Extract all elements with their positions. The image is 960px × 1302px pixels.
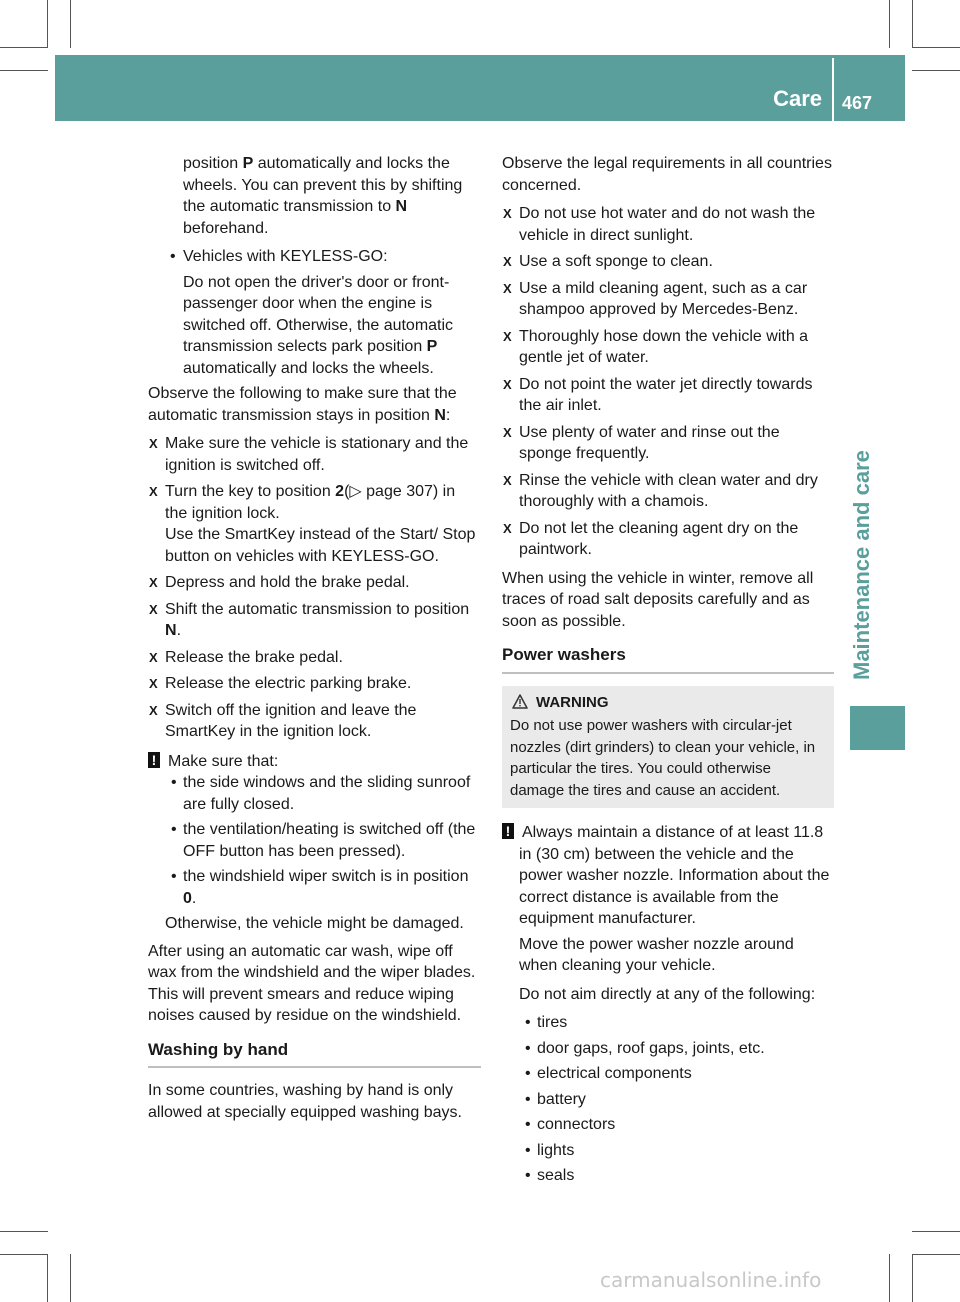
- step-arrow-icon: X: [149, 484, 158, 499]
- list-item: • the windshield wiper switch is in position 0.: [171, 868, 469, 907]
- step-item: X Release the electric parking brake.: [148, 673, 481, 695]
- crop-mark: [912, 1231, 960, 1232]
- warning-box: [502, 686, 834, 809]
- step-item: X Turn the key to position 2(▷ page 307) in the ignition lock. Use the SmartKey instead of the Start/ Stop button on vehicles with KEYLESS-GO.: [149, 483, 476, 565]
- section-heading: Power washers: [502, 644, 834, 674]
- crop-mark: [47, 0, 48, 48]
- header-separator: [832, 58, 834, 121]
- crop-mark: [912, 0, 913, 48]
- step-item: X Use a soft sponge to clean.: [502, 251, 834, 273]
- crop-mark: [0, 47, 48, 48]
- crop-mark: [47, 1254, 48, 1302]
- crop-mark: [912, 70, 960, 71]
- step-arrow-icon: X: [503, 206, 512, 221]
- step-item: X Do not point the water jet directly towards the air inlet.: [503, 375, 813, 414]
- step-arrow-icon: X: [503, 280, 512, 296]
- step-item: X Do not use hot water and do not wash the vehicle in direct sunlight.: [503, 205, 816, 244]
- step-item: X Use plenty of water and rinse out the sponge frequently.: [503, 423, 780, 462]
- caution-note: ! Make sure that: • the side windows and the sliding sunroof are fully closed. • the ventilation/heating is switched off (the OFF button has been pressed). • the windshield wiper switch is in position 0. Otherwise, the vehicle might be damaged.: [148, 751, 481, 935]
- right-column: [502, 153, 834, 1193]
- chapter-marker: [850, 706, 905, 750]
- step-arrow-icon: X: [503, 520, 512, 536]
- crop-mark: [912, 1254, 913, 1302]
- step-item: X Thoroughly hose down the vehicle with a gentle jet of water.: [503, 327, 809, 366]
- step-item: X Use a mild cleaning agent, such as a car shampoo approved by Mercedes-Benz.: [503, 279, 808, 318]
- step-arrow-icon: X: [149, 676, 158, 691]
- page-section-title: Care: [773, 86, 822, 111]
- step-arrow-icon: X: [149, 702, 158, 718]
- crop-mark: [0, 70, 48, 71]
- warning-text: Do not use power washers with circular-jet nozzles (dirt grinders) to clean your vehicle, in particular the tires. You could otherwise damage the tires and cause an accident.: [510, 717, 816, 799]
- caution-note: ! Always maintain a distance of at least 11.8 in (30 cm) between the vehicle and the power washer nozzle. Information about the correct distance is available from the equipment manufacturer. Move the power washer nozzle around when cleaning your vehicle. Do not aim directly at any of the following: • tires • door gaps, roof gaps, joints, etc. • electrical components • battery • connectors • lights • seals: [502, 822, 834, 1187]
- step-item: X Switch off the ignition and leave the SmartKey in the ignition lock.: [149, 701, 417, 740]
- list-item: • the ventilation/heating is switched off (the OFF button has been pressed).: [171, 821, 476, 860]
- list-item: • lights: [525, 1141, 575, 1159]
- list-item: • the side windows and the sliding sunroof are fully closed.: [171, 774, 471, 813]
- observe-text: Observe the following to make sure that the automatic transmission stays in position N:: [148, 385, 457, 424]
- step-item: X Depress and hold the brake pedal.: [148, 572, 481, 594]
- crop-mark: [0, 1231, 48, 1232]
- step-arrow-icon: X: [149, 436, 158, 451]
- page-number: 467: [842, 93, 873, 113]
- warning-title: WARNING: [510, 692, 826, 714]
- list-item: • connectors: [525, 1116, 616, 1133]
- step-arrow-icon: X: [149, 649, 158, 665]
- crop-mark: [70, 1254, 71, 1302]
- section-heading: Washing by hand: [148, 1039, 481, 1069]
- step-item: X Release the brake pedal.: [148, 647, 481, 669]
- crop-mark: [70, 0, 71, 48]
- chapter-side-label: Maintenance and care: [849, 450, 874, 680]
- legal-text: Observe the legal requirements in all countries concerned.: [502, 155, 832, 194]
- bullet-dot: •: [170, 248, 176, 265]
- step-item: X Rinse the vehicle with clean water and dry thoroughly with a chamois.: [503, 471, 818, 510]
- exclamation-icon: !: [502, 823, 514, 839]
- crop-mark: [912, 1254, 960, 1255]
- step-item: X Make sure the vehicle is stationary and the ignition is switched off.: [149, 435, 469, 474]
- step-arrow-icon: X: [503, 254, 512, 269]
- step-arrow-icon: X: [503, 376, 512, 392]
- step-arrow-icon: X: [503, 424, 512, 440]
- step-arrow-icon: X: [503, 472, 512, 488]
- step-arrow-icon: X: [149, 601, 158, 617]
- keyless-text: Do not open the driver's door or front-passenger door when the engine is switched off. Otherwise, the automatic transmission selects park position P automatically and locks the wheels.: [183, 273, 454, 377]
- list-item: • seals: [525, 1167, 575, 1184]
- step-item: X Do not let the cleaning agent dry on the paintwork.: [503, 519, 799, 558]
- hand-wash-text: In some countries, washing by hand is only allowed at specially equipped washing bays.: [148, 1082, 462, 1121]
- exclamation-icon: !: [148, 752, 160, 768]
- warning-triangle-icon: [512, 694, 528, 709]
- crop-mark: [889, 1254, 890, 1302]
- list-item: • tires: [525, 1014, 568, 1031]
- crop-mark: [889, 0, 890, 48]
- list-item: • battery: [525, 1090, 586, 1108]
- crop-mark: [0, 1254, 48, 1255]
- list-item: • electrical components: [525, 1065, 692, 1082]
- step-arrow-icon: X: [149, 575, 158, 590]
- crop-mark: [912, 47, 960, 48]
- continued-text: position P automatically and locks the wheels. You can prevent this by shifting the automatic transmission to N beforehand.: [183, 155, 463, 237]
- step-arrow-icon: X: [503, 328, 512, 344]
- list-item: • Vehicles with KEYLESS-GO: Do not open the driver's door or front-passenger door when the engine is switched off. Otherwise, the automatic transmission selects park position P automatically and locks the wheels.: [148, 246, 481, 379]
- step-item: X Shift the automatic transmission to position N.: [149, 600, 470, 639]
- winter-text: When using the vehicle in winter, remove all traces of road salt deposits carefully and as soon as possible.: [502, 569, 814, 630]
- watermark: carmanualsonline.info: [600, 1268, 822, 1292]
- list-item: • door gaps, roof gaps, joints, etc.: [525, 1039, 765, 1057]
- after-wash-text: After using an automatic car wash, wipe off wax from the windshield and the wiper blades. This will prevent smears and reduce wiping noises caused by residue on the windshield.: [148, 942, 476, 1024]
- left-column: [148, 153, 481, 1123]
